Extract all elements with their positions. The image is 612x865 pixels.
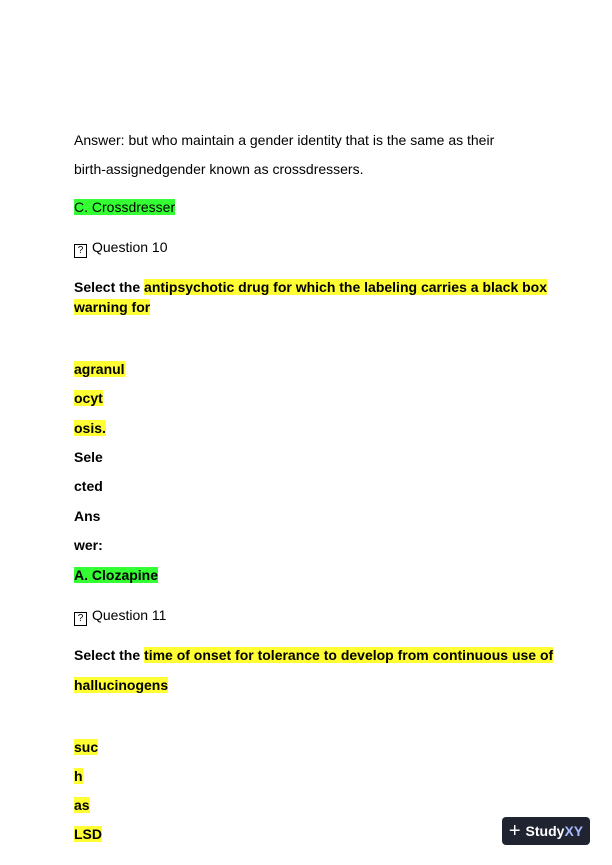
selected-answer-fragment: Sele [74, 449, 103, 465]
selected-answer-fragment: Ans [74, 508, 101, 524]
question-11-heading [74, 606, 166, 626]
question-10-label: Question 10 [92, 239, 168, 255]
selected-answer-fragment: wer: [74, 537, 103, 553]
question-11-label: Question 11 [92, 607, 167, 623]
question-10-highlight-1: antipsychotic drug for which the labeling carries a black box [144, 279, 548, 295]
question-10-fragment: ocyt [74, 390, 103, 406]
question-11-fragment: LSD [74, 826, 102, 842]
logo-brand-suffix: XY [564, 823, 584, 839]
question-10-line-2 [74, 298, 150, 316]
question-11-prefix: Select the [74, 647, 145, 663]
selected-answer-fragment: cted [74, 478, 103, 494]
question-10-answer [74, 566, 158, 584]
answer-choice [74, 198, 175, 216]
question-10-fragment: osis. [74, 420, 106, 436]
question-11-fragment: h [74, 768, 83, 784]
question-11-line-2 [74, 676, 168, 694]
question-11-fragment: suc [74, 739, 99, 755]
answer-line-1: Answer: but who maintain a gender identity that is the same as their [74, 132, 495, 148]
question-10-line-1 [74, 278, 547, 296]
question-10-prefix: Select the [74, 279, 145, 295]
question-mark-icon: ? [74, 612, 87, 626]
question-mark-icon: ? [74, 244, 87, 258]
question-11-fragment: as [74, 797, 90, 813]
question-10-heading [74, 238, 168, 258]
question-11-highlight-2: hallucinogens [74, 677, 169, 693]
question-10-answer-text: A. Clozapine [74, 567, 159, 583]
logo-brand: Study [525, 823, 565, 839]
answer-line-2: birth-assignedgender known as crossdressers. [74, 161, 364, 177]
question-10-highlight-2: warning for [74, 299, 151, 315]
question-10-fragment: agranul [74, 361, 125, 377]
question-11-highlight-1: time of onset for tolerance to develop from continuous use of [144, 647, 554, 663]
plus-icon: + [508, 820, 521, 842]
studyxy-logo[interactable] [502, 817, 590, 845]
question-11-line-1 [74, 646, 553, 664]
answer-choice-text: C. Crossdresser [74, 199, 176, 215]
